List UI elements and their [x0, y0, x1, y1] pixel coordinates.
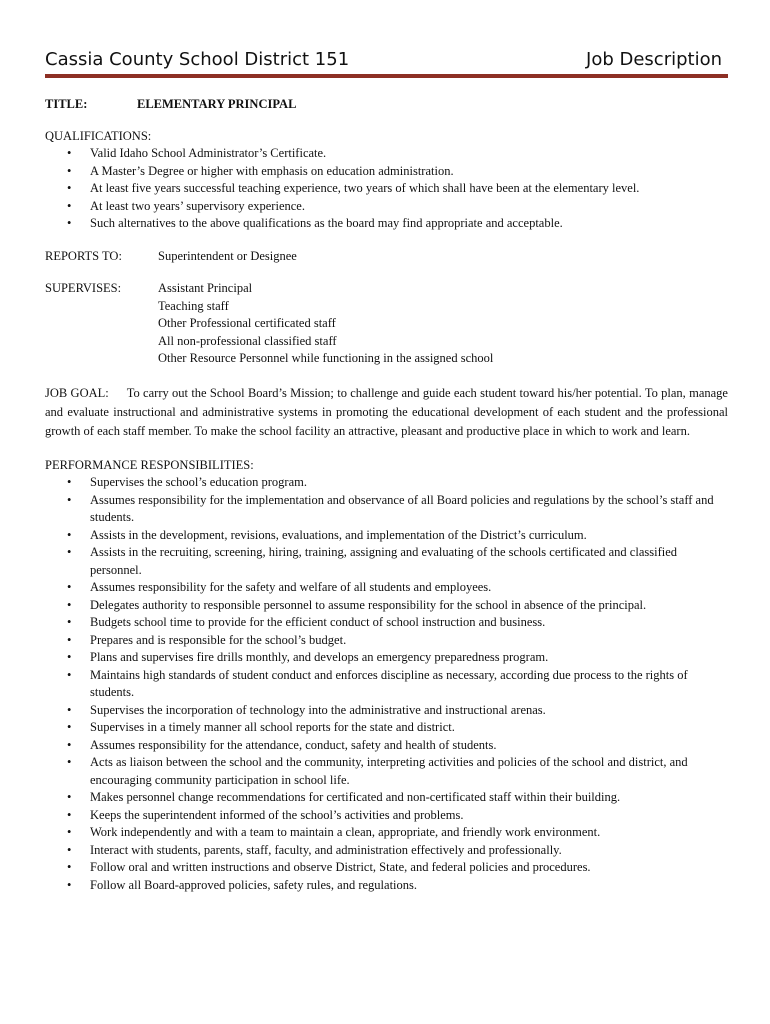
- list-item-text: Maintains high standards of student conduct and enforces discipline as necessary, according due process to the rights of students.: [90, 667, 688, 699]
- bullet-icon: •: [67, 842, 72, 857]
- bullet-icon: •: [67, 597, 72, 612]
- qualifications-list: [45, 145, 728, 233]
- list-item: [45, 597, 728, 615]
- bullet-icon: •: [67, 737, 72, 752]
- supervises-item: Assistant Principal: [158, 281, 253, 295]
- list-item: [45, 198, 728, 216]
- supervises-row: [45, 280, 728, 368]
- list-item-text: Supervises the incorporation of technology into the administrative and instructional arenas.: [90, 702, 546, 717]
- bullet-icon: •: [67, 198, 72, 213]
- list-item: [45, 579, 728, 597]
- job-goal-label: JOB GOAL:: [45, 385, 109, 400]
- list-item-text: Delegates authority to responsible personnel to assume responsibility for the school in absence of the principal.: [90, 597, 647, 612]
- supervises-list: [158, 280, 493, 368]
- bullet-icon: •: [67, 860, 72, 874]
- list-item-text: At least five years successful teaching experience, two years of which shall have been at the elementary level.: [90, 181, 640, 195]
- list-item: [45, 737, 728, 755]
- bullet-icon: •: [67, 475, 72, 489]
- list-item: [45, 702, 728, 720]
- bullet-icon: •: [67, 580, 72, 594]
- title-row: [45, 96, 728, 114]
- bullet-icon: •: [67, 702, 72, 717]
- list-item: [45, 754, 728, 789]
- document-body: [45, 96, 728, 894]
- list-item: [45, 842, 728, 860]
- document-type: Job Description: [586, 49, 722, 70]
- list-item-text: Plans and supervises fire drills monthly, and develops an emergency preparedness program.: [90, 650, 549, 664]
- list-item-text: Assists in the development, revisions, evaluations, and implementation of the District’s curriculum.: [90, 527, 587, 542]
- list-item: [45, 667, 728, 702]
- list-item-text: Work independently and with a team to maintain a clean, appropriate, and friendly work environment.: [90, 825, 601, 839]
- bullet-icon: •: [67, 163, 72, 178]
- bullet-icon: •: [67, 790, 72, 804]
- list-item: [45, 180, 728, 198]
- list-item-text: A Master’s Degree or higher with emphasis on education administration.: [90, 163, 454, 178]
- list-item: [45, 474, 728, 492]
- bullet-icon: •: [67, 720, 72, 734]
- reports-to-label: REPORTS TO:: [45, 248, 122, 263]
- district-name: Cassia County School District 151: [45, 49, 350, 70]
- list-item-text: Assumes responsibility for the safety and welfare of all students and employees.: [90, 580, 492, 594]
- list-item-text: Supervises in a timely manner all school reports for the state and district.: [90, 720, 455, 734]
- bullet-icon: •: [67, 807, 72, 822]
- bullet-icon: •: [67, 877, 72, 892]
- reports-to-row: [45, 248, 728, 266]
- qualifications-heading: QUALIFICATIONS:: [45, 128, 152, 143]
- bullet-icon: •: [67, 527, 72, 542]
- list-item: [45, 163, 728, 181]
- list-item: [45, 824, 728, 842]
- list-item: [45, 544, 728, 579]
- list-item-text: Assists in the recruiting, screening, hiring, training, assigning and evaluating of the schools certificated and classified personnel.: [90, 545, 677, 577]
- bullet-icon: •: [67, 216, 72, 230]
- list-item: [45, 877, 728, 895]
- list-item-text: Keeps the superintendent informed of the school’s activities and problems.: [90, 807, 464, 822]
- list-item-text: Such alternatives to the above qualifications as the board may find appropriate and acceptable.: [90, 216, 563, 230]
- list-item: [45, 632, 728, 650]
- list-item-text: Prepares and is responsible for the school’s budget.: [90, 632, 347, 647]
- bullet-icon: •: [67, 667, 72, 682]
- list-item-text: Interact with students, parents, staff, faculty, and administration effectively and professionally.: [90, 842, 562, 857]
- list-item-text: Valid Idaho School Administrator’s Certificate.: [90, 146, 327, 160]
- list-item-text: Budgets school time to provide for the efficient conduct of school instruction and business.: [90, 615, 546, 629]
- list-item-text: Makes personnel change recommendations for certificated and non-certificated staff within their building.: [90, 790, 621, 804]
- bullet-icon: •: [67, 492, 72, 507]
- supervises-label: SUPERVISES:: [45, 281, 122, 295]
- list-item: [45, 649, 728, 667]
- job-goal: [45, 384, 728, 441]
- list-item-text: Follow oral and written instructions and observe District, State, and federal policies and procedures.: [90, 860, 591, 874]
- list-item: [45, 719, 728, 737]
- list-item-text: Follow all Board-approved policies, safety rules, and regulations.: [90, 877, 418, 892]
- list-item-text: Supervises the school’s education program.: [90, 475, 307, 489]
- job-goal-text: To carry out the School Board’s Mission; to challenge and guide each student toward his/her potential. To plan, manage and evaluate instructional and administrative systems in promoting the educational development of each student and the professional growth of each staff member. To make the school facility an attractive, pleasant and productive place in which to work and learn.: [45, 385, 728, 438]
- supervises-item: Other Resource Personnel while functioning in the assigned school: [158, 351, 494, 365]
- header-rule: [45, 74, 728, 78]
- list-item: [45, 807, 728, 825]
- bullet-icon: •: [67, 632, 72, 647]
- list-item-text: Assumes responsibility for the implementation and observance of all Board policies and regulations by the school’s staff and students.: [90, 492, 714, 524]
- supervises-item: All non-professional classified staff: [158, 333, 337, 348]
- bullet-icon: •: [67, 650, 72, 664]
- bullet-icon: •: [67, 181, 72, 195]
- list-item: [45, 215, 728, 233]
- list-item: [45, 614, 728, 632]
- supervises-item: Other Professional certificated staff: [158, 316, 336, 330]
- list-item: [45, 859, 728, 877]
- title-label: TITLE:: [45, 97, 88, 111]
- list-item-text: Assumes responsibility for the attendance, conduct, safety and health of students.: [90, 737, 497, 752]
- supervises-item: Teaching staff: [158, 298, 229, 313]
- reports-to-value: Superintendent or Designee: [158, 248, 297, 263]
- bullet-icon: •: [67, 545, 72, 559]
- performance-list: [45, 474, 728, 894]
- list-item-text: At least two years’ supervisory experience.: [90, 198, 305, 213]
- list-item-text: Acts as liaison between the school and the community, interpreting activities and policies of the school and district, and encouraging community participation in school life.: [90, 755, 688, 787]
- list-item: [45, 492, 728, 527]
- bullet-icon: •: [67, 146, 72, 160]
- title-value: ELEMENTARY PRINCIPAL: [137, 97, 297, 111]
- performance-heading: PERFORMANCE RESPONSIBILITIES:: [45, 457, 254, 472]
- page-header: [45, 44, 728, 78]
- bullet-icon: •: [67, 755, 72, 769]
- bullet-icon: •: [67, 825, 72, 839]
- list-item: [45, 789, 728, 807]
- bullet-icon: •: [67, 615, 72, 629]
- list-item: [45, 145, 728, 163]
- list-item: [45, 527, 728, 545]
